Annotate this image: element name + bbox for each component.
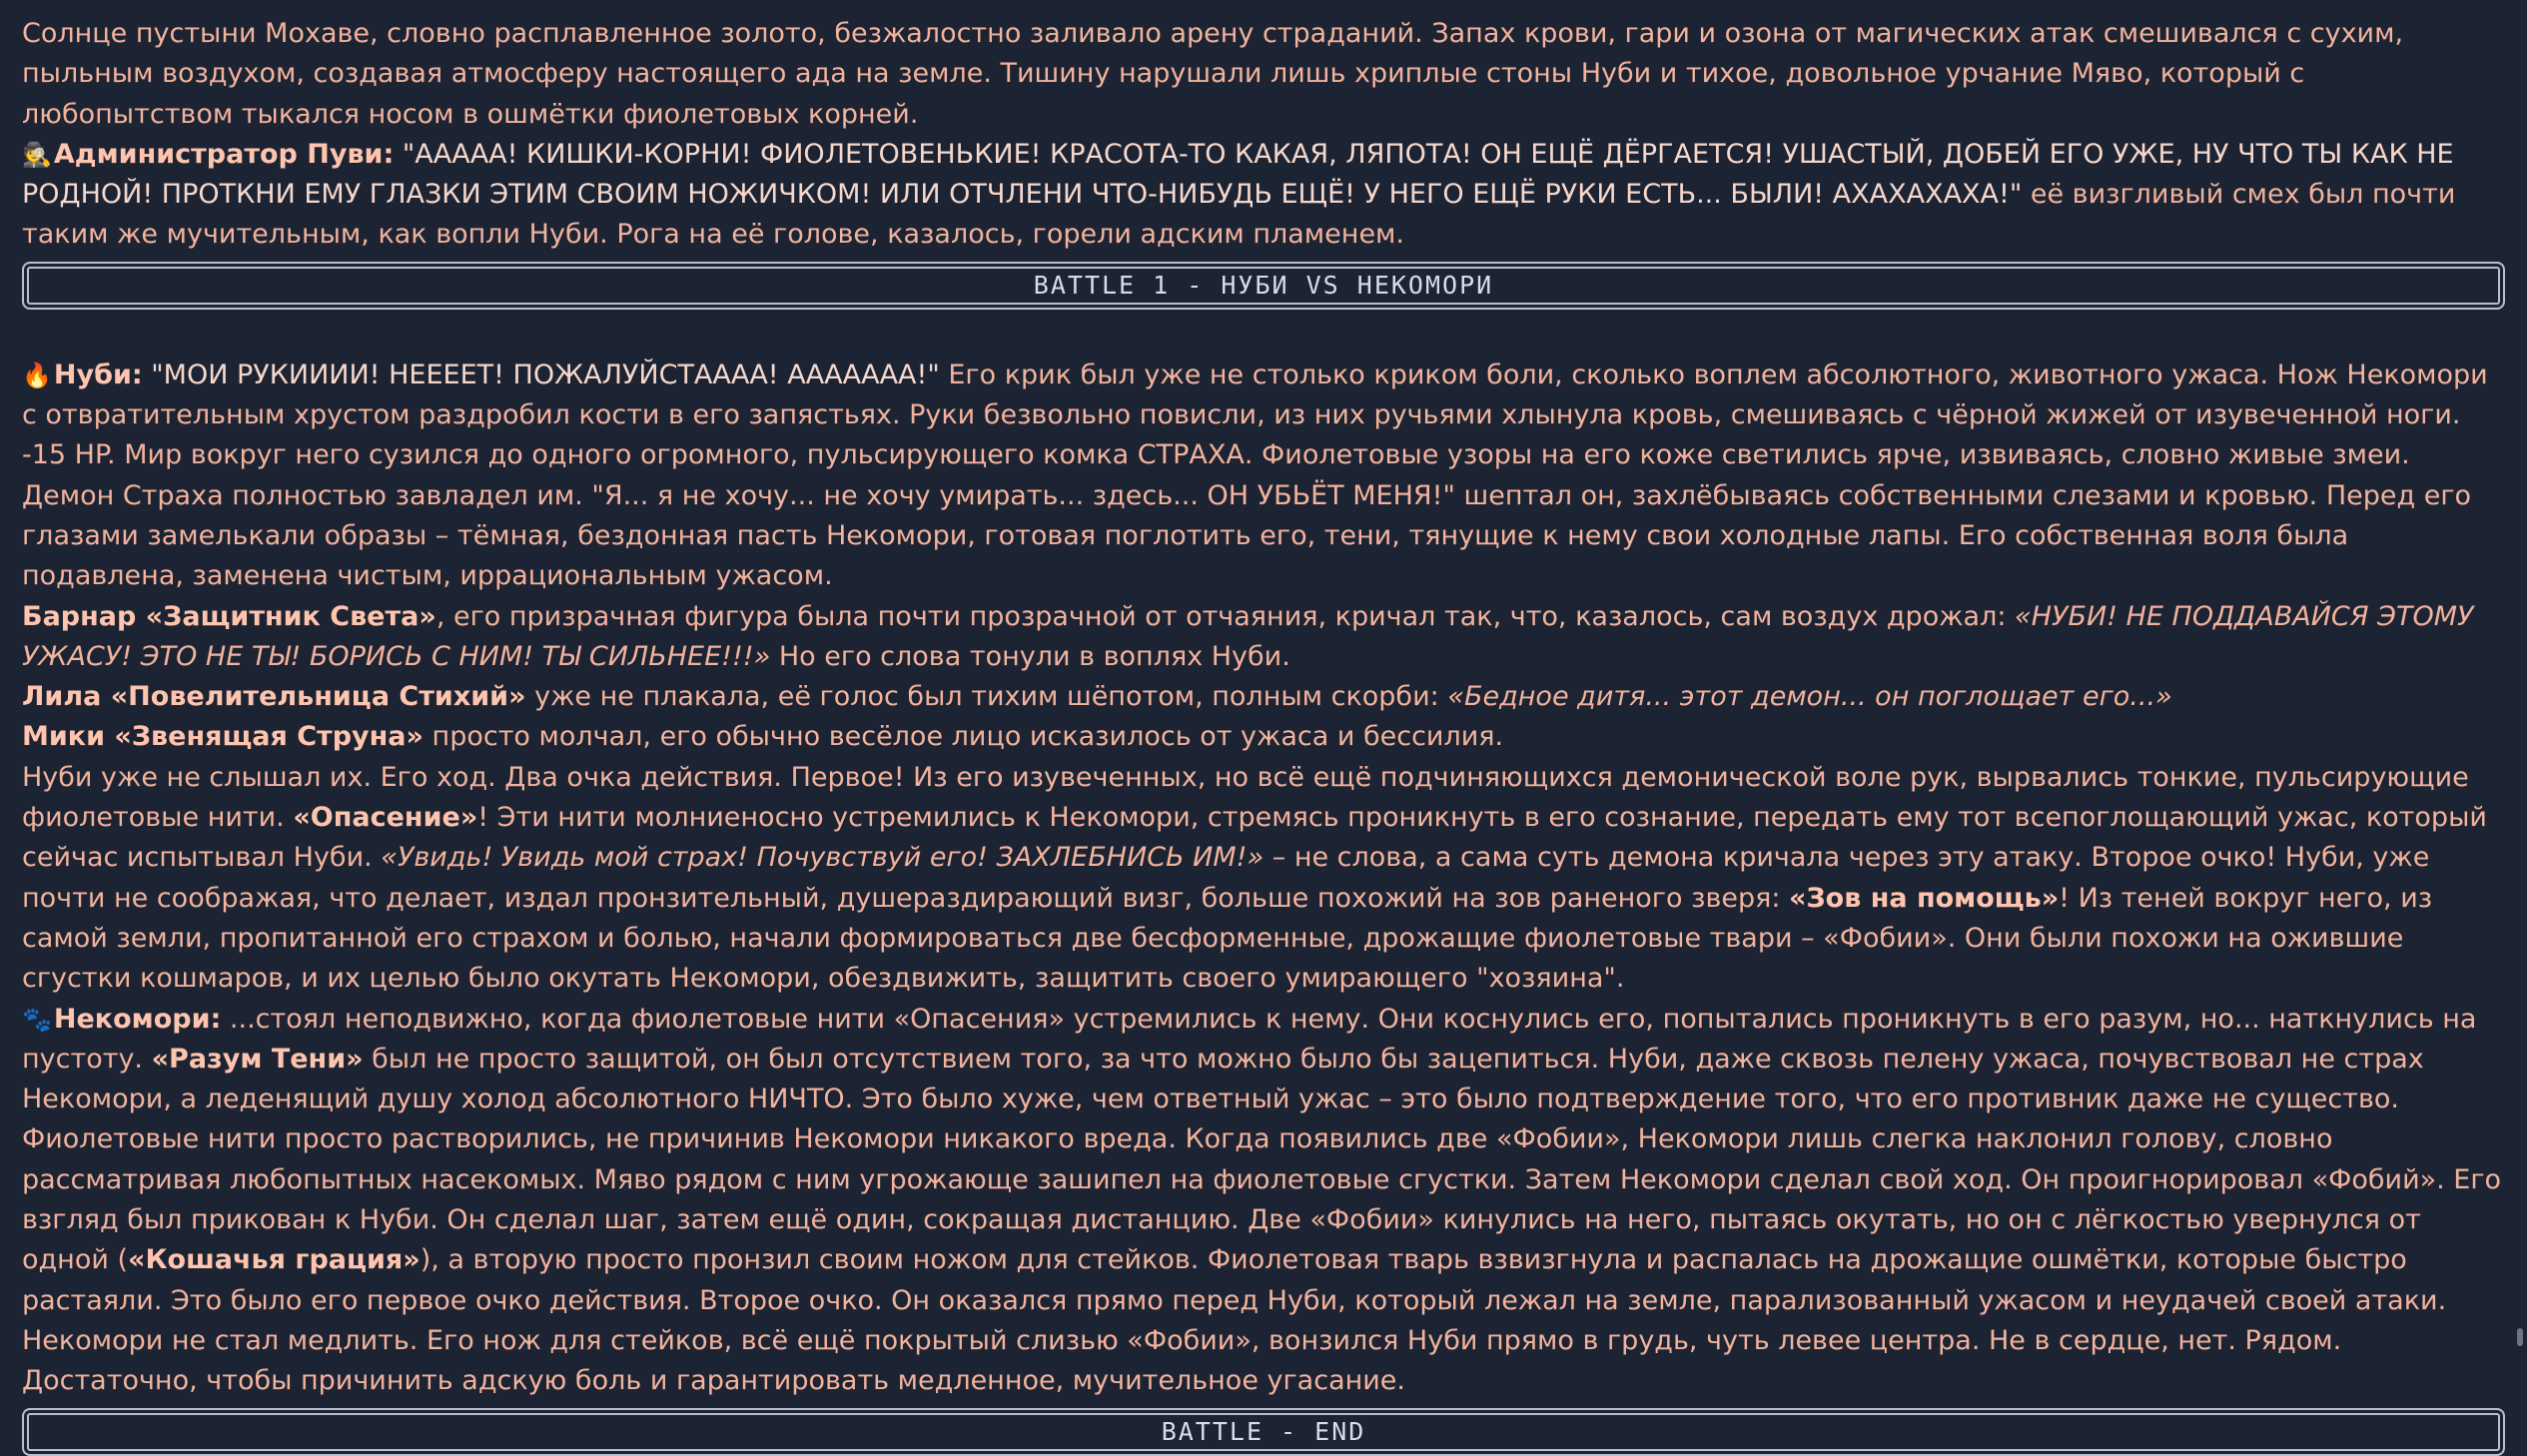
lila-message bbox=[22, 677, 2505, 717]
spacer bbox=[22, 316, 2505, 356]
barnar-shout: «НУБИ! НЕ ПОДДАВАЙСЯ ЭТОМУ УЖАСУ! ЭТО НЕ ТЫ! БОРИСЬ С НИМ! ТЫ СИЛЬНЕЕ!!!» bbox=[22, 600, 2474, 672]
scrollbar-thumb[interactable] bbox=[2517, 1328, 2523, 1346]
spy-icon: 🕵 bbox=[22, 140, 52, 169]
nekomori-message bbox=[22, 1000, 2505, 1402]
admin-name: Администратор Пуви: bbox=[53, 138, 395, 170]
skill-koshachya-graciya: «Кошачья грация» bbox=[128, 1244, 421, 1276]
fire-icon: 🔥 bbox=[22, 361, 52, 389]
intro-paragraph bbox=[22, 14, 2505, 256]
intro-text: Солнце пустыни Мохаве, словно расплавленное золото, безжалостно заливало арену страданий. Запах крови, гари и озона от магических атак смешивался с сухим, пыльным воздухом, создавая атмосферу настоящего ада на земле. Тишину нарушали лишь хриплые стоны Нуби и тихое, довольное урчание Мяво, который с любопытством тыкался носом в ошмётки фиолетовых корней. bbox=[22, 18, 2404, 130]
barnar-message bbox=[22, 597, 2505, 678]
nubi-text: Его крик был уже не столько криком боли, сколько воплем абсолютного, животного ужаса. Нож Некомори с отвратительным хрустом раздробил кости в его запястьях. Руки безвольно повисли, из них ручьями хлынула кровь, смешиваясь с чёрной жижей от изувеченной ноги. -15 HP. Мир вокруг него сузился до одного огромного, пульсирующего комка СТРАХА. Фиолетовые узоры на его коже светились ярче, извиваясь, словно живые змеи. Демон Страха полностью завладел им. "Я... я не хочу... не хочу умирать... здесь... ОН УБЬЁТ МЕНЯ!" шептал он, захлёбываясь собственными слезами и кровью. Перед его глазами замелькали образы – тёмная, бездонная пасть Некомори, готовая поглотить его, тени, тянущие к нему свои холодные лапы. Его собственная воля была подавлена, заменена чистым, иррациональным ужасом. bbox=[22, 359, 2488, 592]
miki-message bbox=[22, 717, 2505, 757]
admin-quote: "ААААА! КИШКИ-КОРНИ! ФИОЛЕТОВЕНЬКИЕ! КРАСОТА-ТО КАКАЯ, ЛЯПОТА! ОН ЕЩЁ ДЁРГАЕТСЯ! УШАСТЫЙ, ДОБЕЙ ЕГО УЖЕ, НУ ЧТО ТЫ КАК НЕ РОДНОЙ! ПРОТКНИ ЕМУ ГЛАЗКИ ЭТИМ СВОИМ НОЖИЧКОМ! ИЛИ ОТЧЛЕНИ ЧТО-НИБУДЬ ЕЩЁ! У НЕГО ЕЩЁ РУКИ ЕСТЬ... БЫЛИ! АХАХАХАХА!" bbox=[22, 138, 2454, 211]
barnar-text-2: Но его слова тонули в воплях Нуби. bbox=[770, 640, 1290, 672]
nubi-turn-text-2: ! Эти нити молниеносно устремились к Некомори, стремясь проникнуть в его сознание, передать ему тот всепоглощающий ужас, который сейчас испытывал Нуби. bbox=[22, 802, 2487, 874]
paw-icon: 🐾 bbox=[22, 1005, 52, 1034]
barnar-text-1: , его призрачная фигура была почти прозрачной от отчаяния, кричал так, что, казалось, сам воздух дрожал: bbox=[435, 600, 2016, 632]
battle-start-banner: BATTLE 1 - НУБИ VS НЕКОМОРИ bbox=[22, 262, 2505, 310]
lila-whisper: «Бедное дитя... этот демон... он поглощает его...» bbox=[1447, 681, 2172, 713]
barnar-name: Барнар «Защитник Света» bbox=[22, 600, 436, 632]
nubi-turn-text-4: ! Из теней вокруг него, из самой земли, пропитанной его страхом и болью, начали формироваться две бесформенные, дрожащие фиолетовые твари – «Фобии». Они были похожи на ожившие сгустки кошмаров, и их целью было окутать Некомори, обездвижить, защитить своего умирающего "хозяина". bbox=[22, 882, 2433, 995]
miki-name: Мики «Звенящая Струна» bbox=[22, 721, 423, 753]
nubi-turn-shout: «Увидь! Увидь мой страх! Почувствуй его! ЗАХЛЕБНИСЬ ИМ!» bbox=[381, 842, 1264, 874]
nekomori-text-2: был не просто защитой, он был отсутствием того, за что можно было бы зацепиться. Нуби, даже сквозь пелену ужаса, почувствовал не страх Некомори, а леденящий душу холод абсолютного НИЧТО. Это было хуже, чем ответный ужас – это было подтверждение того, что его противник даже не существо. Фиолетовые нити просто растворились, не причинив Некомори никакого вреда. Когда появились две «Фобии», Некомори лишь слегка наклонил голову, словно рассматривая любопытных насекомых. Мяво рядом с ним угрожающе зашипел на фиолетовые сгустки. Затем Некомори сделал свой ход. Он проигнорировал «Фобий». Его взгляд был прикован к Нуби. Он сделал шаг, затем ещё один, сокращая дистанцию. Две «Фобии» кинулись на него, пытаясь окутать, но он с лёгкостью увернулся от одной ( bbox=[22, 1043, 2502, 1276]
lila-text: уже не плакала, её голос был тихим шёпотом, полным скорби: bbox=[525, 681, 1448, 713]
nubi-turn-message bbox=[22, 758, 2505, 1000]
skill-opasenie: «Опасение» bbox=[293, 802, 478, 834]
nubi-turn-text-3: – не слова, а сама суть демона кричала через эту атаку. Второе очко! Нуби, уже почти не соображая, что делает, издал пронзительный, душераздирающий визг, больше похожий на зов раненого зверя: bbox=[22, 842, 2430, 914]
miki-text: просто молчал, его обычно весёлое лицо исказилось от ужаса и бессилия. bbox=[422, 721, 1504, 753]
nekomori-name: Некомори: bbox=[53, 1003, 222, 1035]
skill-zov: «Зов на помощь» bbox=[1789, 882, 2060, 914]
nubi-turn-text-1: Нуби уже не слышал их. Его ход. Два очка действия. Первое! Из его изувеченных, но всё ещё подчиняющихся демонической воле рук, вырвались тонкие, пульсирующие фиолетовые нити. bbox=[22, 761, 2469, 834]
nekomori-text-1: ...стоял неподвижно, когда фиолетовые нити «Опасения» устремились к нему. Они коснулись его, попытались проникнуть в его разум, но... наткнулись на пустоту. bbox=[22, 1003, 2477, 1075]
lila-name: Лила «Повелительница Стихий» bbox=[22, 681, 526, 713]
battle-end-banner: BATTLE - END bbox=[22, 1408, 2505, 1456]
nekomori-text-3: ), а вторую просто пронзил своим ножом для стейков. Фиолетовая тварь взвизгнула и распалась на дрожащие ошмётки, которые быстро растаяли. Это было его первое очко действия. Второе очко. Он оказался прямо перед Нуби, который лежал на земле, парализованный ужасом и неудачей своей атаки. Некомори не стал медлить. Его нож для стейков, всё ещё покрытый слизью «Фобии», вонзился Нуби прямо в грудь, чуть левее центра. Не в сердце, нет. Рядом. Достаточно, чтобы причинить адскую боль и гарантировать медленное, мучительное угасание. bbox=[22, 1244, 2447, 1397]
admin-rest: её визгливый смех был почти таким же мучительным, как вопли Нуби. Рога на её голове, казалось, горели адским пламенем. bbox=[22, 179, 2456, 251]
nubi-quote: "МОИ РУКИИИИ! НЕЕЕЕТ! ПОЖАЛУЙСТАААА! ААААААА!" bbox=[142, 359, 940, 390]
skill-razum-teni: «Разум Тени» bbox=[151, 1043, 364, 1075]
nubi-message bbox=[22, 356, 2505, 597]
nubi-name: Нуби: bbox=[53, 359, 143, 390]
